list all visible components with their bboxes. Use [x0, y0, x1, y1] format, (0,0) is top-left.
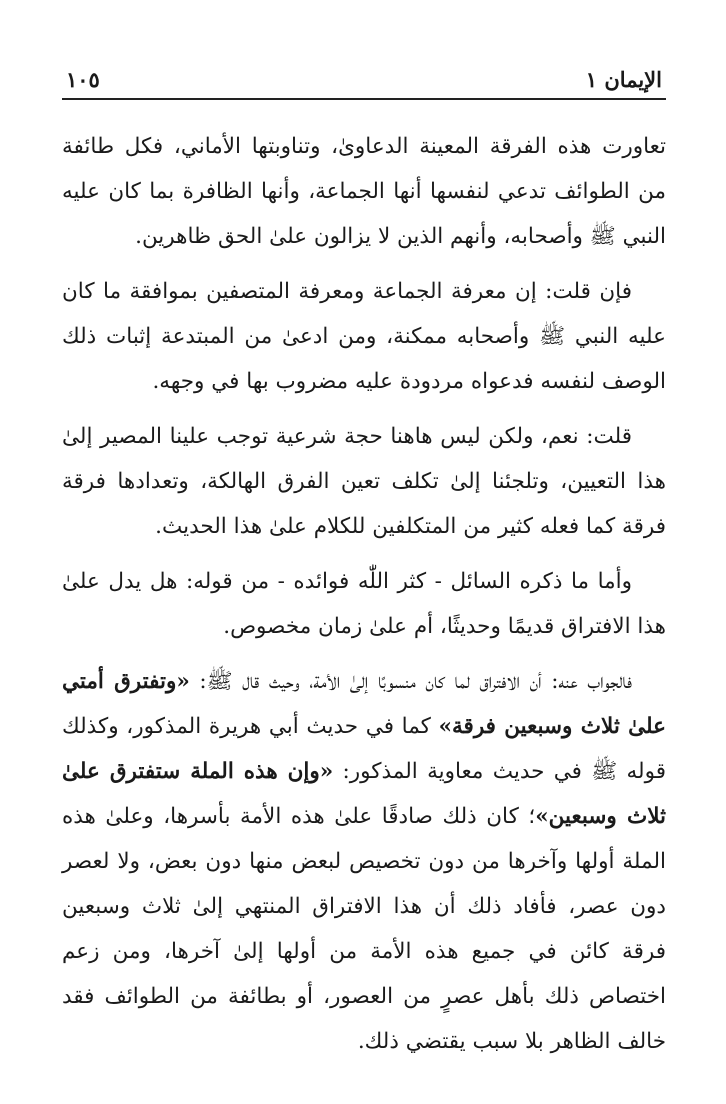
paragraph: [62, 124, 666, 259]
paragraph-text: فالجواب عنه: أن الافتراق لما كان منسوبًا إلىٰ الأمة، وحيث قال ﷺ:: [189, 669, 632, 694]
hadith-quote: «وتفترق أمتي علىٰ ثلاث وسبعين فرقة»: [62, 669, 667, 739]
paragraph-text: تعاورت هذه الفرقة المعينة الدعاوىٰ، وتناوبتها الأماني، فكل طائفة من الطوائف تدعي لنفسها أنها الجماعة، وأنها الظافرة بما كان عليه النبي ﷺ وأصحابه، وأنهم الذين لا يزالون علىٰ الحق ظاهرين.: [62, 134, 666, 249]
paragraph: [62, 659, 666, 1064]
body-text: [62, 124, 666, 1064]
paragraph-text: ؛ كان ذلك صادقًا علىٰ هذه الأمة بأسرها، وعلىٰ هذه الملة أولها وآخرها من دون تخصيص لبعض منها دون بعض، ولا لعصر دون عصر، فأفاد ذلك أن هذا الافتراق المنتهي إلىٰ ثلاث وسبعين فرقة كائن في جميع هذه الأمة من أولها إلىٰ آخرها، ومن زعم اختصاص ذلك بأهل عصرٍ من العصور، أو بطائفة من الطوائف فقد خالف الظاهر بلا سبب يقتضي ذلك.: [62, 804, 666, 1054]
paragraph: [62, 269, 666, 404]
page-number: ١٠٥: [66, 67, 100, 92]
paragraph-text: قلت: نعم، ولكن ليس هاهنا حجة شرعية توجب علينا المصير إلىٰ هذا التعيين، وتلجئنا إلىٰ تكلف تعين الفرق الهالكة، وتعدادها فرقة فرقة كما فعله كثير من المتكلفين للكلام علىٰ هذا الحديث.: [62, 424, 666, 539]
paragraph: [62, 414, 666, 549]
header-rule: [62, 98, 666, 100]
paragraph-text: وأما ما ذكره السائل - كثر اللّٰه فوائده - من قوله: هل يدل علىٰ هذا الافتراق قديمًا وحديثًا، أم علىٰ زمان مخصوص.: [62, 569, 666, 639]
hadith-quote: «وإن هذه الملة ستفترق علىٰ ثلاث وسبعين»: [62, 759, 667, 829]
paragraph-text: كما في حديث أبي هريرة المذكور، وكذلك قوله ﷺ في حديث معاوية المذكور:: [62, 714, 666, 784]
running-header: [62, 58, 666, 92]
running-title: الإيمان ١: [585, 67, 662, 92]
paragraph-text: فإن قلت: إن معرفة الجماعة ومعرفة المتصفين بموافقة ما كان عليه النبي ﷺ وأصحابه ممكنة، ومن ادعىٰ من المبتدعة إثبات ذلك الوصف لنفسه فدعواه مردودة عليه مضروب بها في وجهه.: [62, 279, 666, 394]
paragraph: [62, 559, 666, 649]
document-page: [62, 58, 666, 1098]
